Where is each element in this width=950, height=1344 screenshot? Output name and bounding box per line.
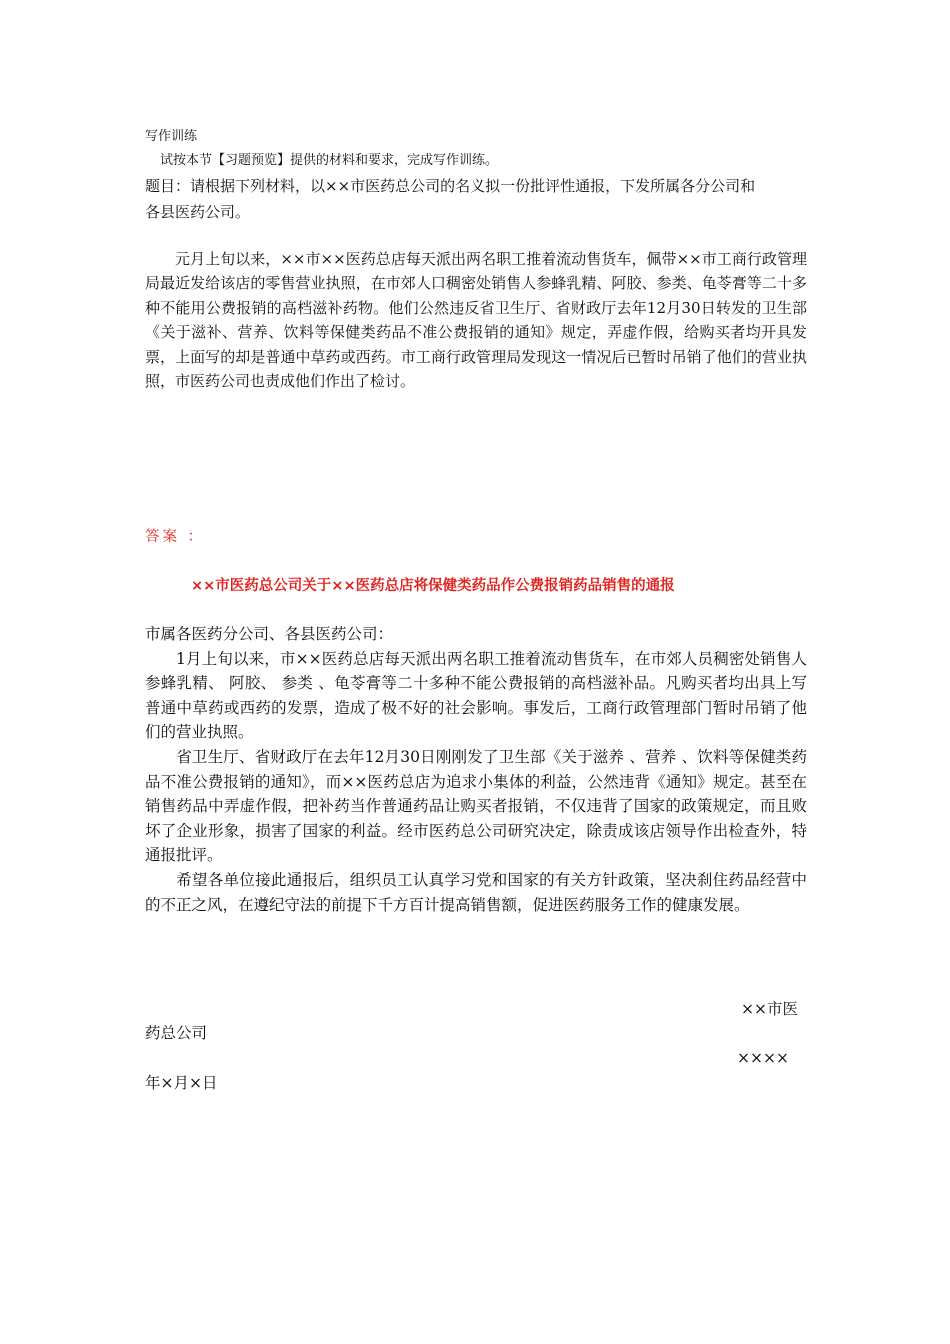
- exercise-heading: 写作训练: [145, 129, 198, 144]
- signature-line1: ××市医: [741, 1000, 798, 1018]
- exercise-material: [145, 247, 807, 393]
- date-line2: 年×月×日: [145, 1074, 218, 1092]
- notice-body: [145, 622, 807, 917]
- exercise-topic-line1: 题目：请根据下列材料，以××市医药总公司的名义拟一份批评性通报，下发所属各分公司和: [145, 177, 756, 195]
- exercise-material-text: 元月上旬以来，××市××医药总店每天派出两名职工推着流动售货车，佩带××市工商行政管理局最近发给该店的零售营业执照，在市郊人口稠密处销售人参蜂乳精、阿胶、参类、龟苓膏等二十多种不能用公费报销的高档滋补药物。他们公然违反省卫生厅、省财政厅去年12月30日转发的卫生部《关于滋补、营养、饮料等保健类药品不准公费报销的通知》规定，弄虚作假，给购买者均开具发票，上面写的却是普通中草药或西药。市工商行政管理局发现这一情况后已暂时吊销了他们的营业执照，市医药公司也责成他们作出了检讨。: [145, 250, 807, 391]
- answer-label: 答案 ：: [145, 529, 206, 545]
- notice-salutation: 市属各医药分公司、各县医药公司：: [145, 625, 394, 643]
- notice-paragraph: 希望各单位接此通报后，组织员工认真学习党和国家的有关方针政策，坚决刹住药品经营中的不正之风，在遵纪守法的前提下千方百计提高销售额，促进医药服务工作的健康发展。: [145, 870, 807, 914]
- signature-line2: 药总公司: [145, 1024, 208, 1042]
- notice-paragraph: 省卫生厅、省财政厅在去年12月30日刚刚发了卫生部《关于滋养 、营养 、饮料等保健类药品不准公费报销的通知》，而××医药总店为追求小集体的利益，公然违背《通知》规定。甚至在销售药品中弄虚作假，把补药当作普通药品让购买者报销，不仅违背了国家的政策规定，而且败坏了企业形象，损害了国家的利益。经市医药总公司研究决定，除责成该店领导作出检查外，特通报批评。: [145, 747, 807, 865]
- exercise-instruction: 试按本节【习题预览】提供的材料和要求，完成写作训练。: [160, 153, 499, 168]
- exercise-topic-line2: 各县医药公司。: [145, 203, 251, 221]
- notice-paragraph: 1月上旬以来，市××医药总店每天派出两名职工推着流动售货车，在市郊人员稠密处销售人参蜂乳精、 阿胶、 参类 、龟苓膏等二十多种不能公费报销的高档滋补品。凡购买者均出具上写普通中草药或西药的发票，造成了极不好的社会影响。事发后，工商行政管理部门暂时吊销了他们的营业执照。: [145, 649, 807, 742]
- date-line1: ××××: [737, 1049, 789, 1067]
- answer-title: ××市医药总公司关于××医药总店将保健类药品作公费报销药品销售的通报: [191, 578, 675, 594]
